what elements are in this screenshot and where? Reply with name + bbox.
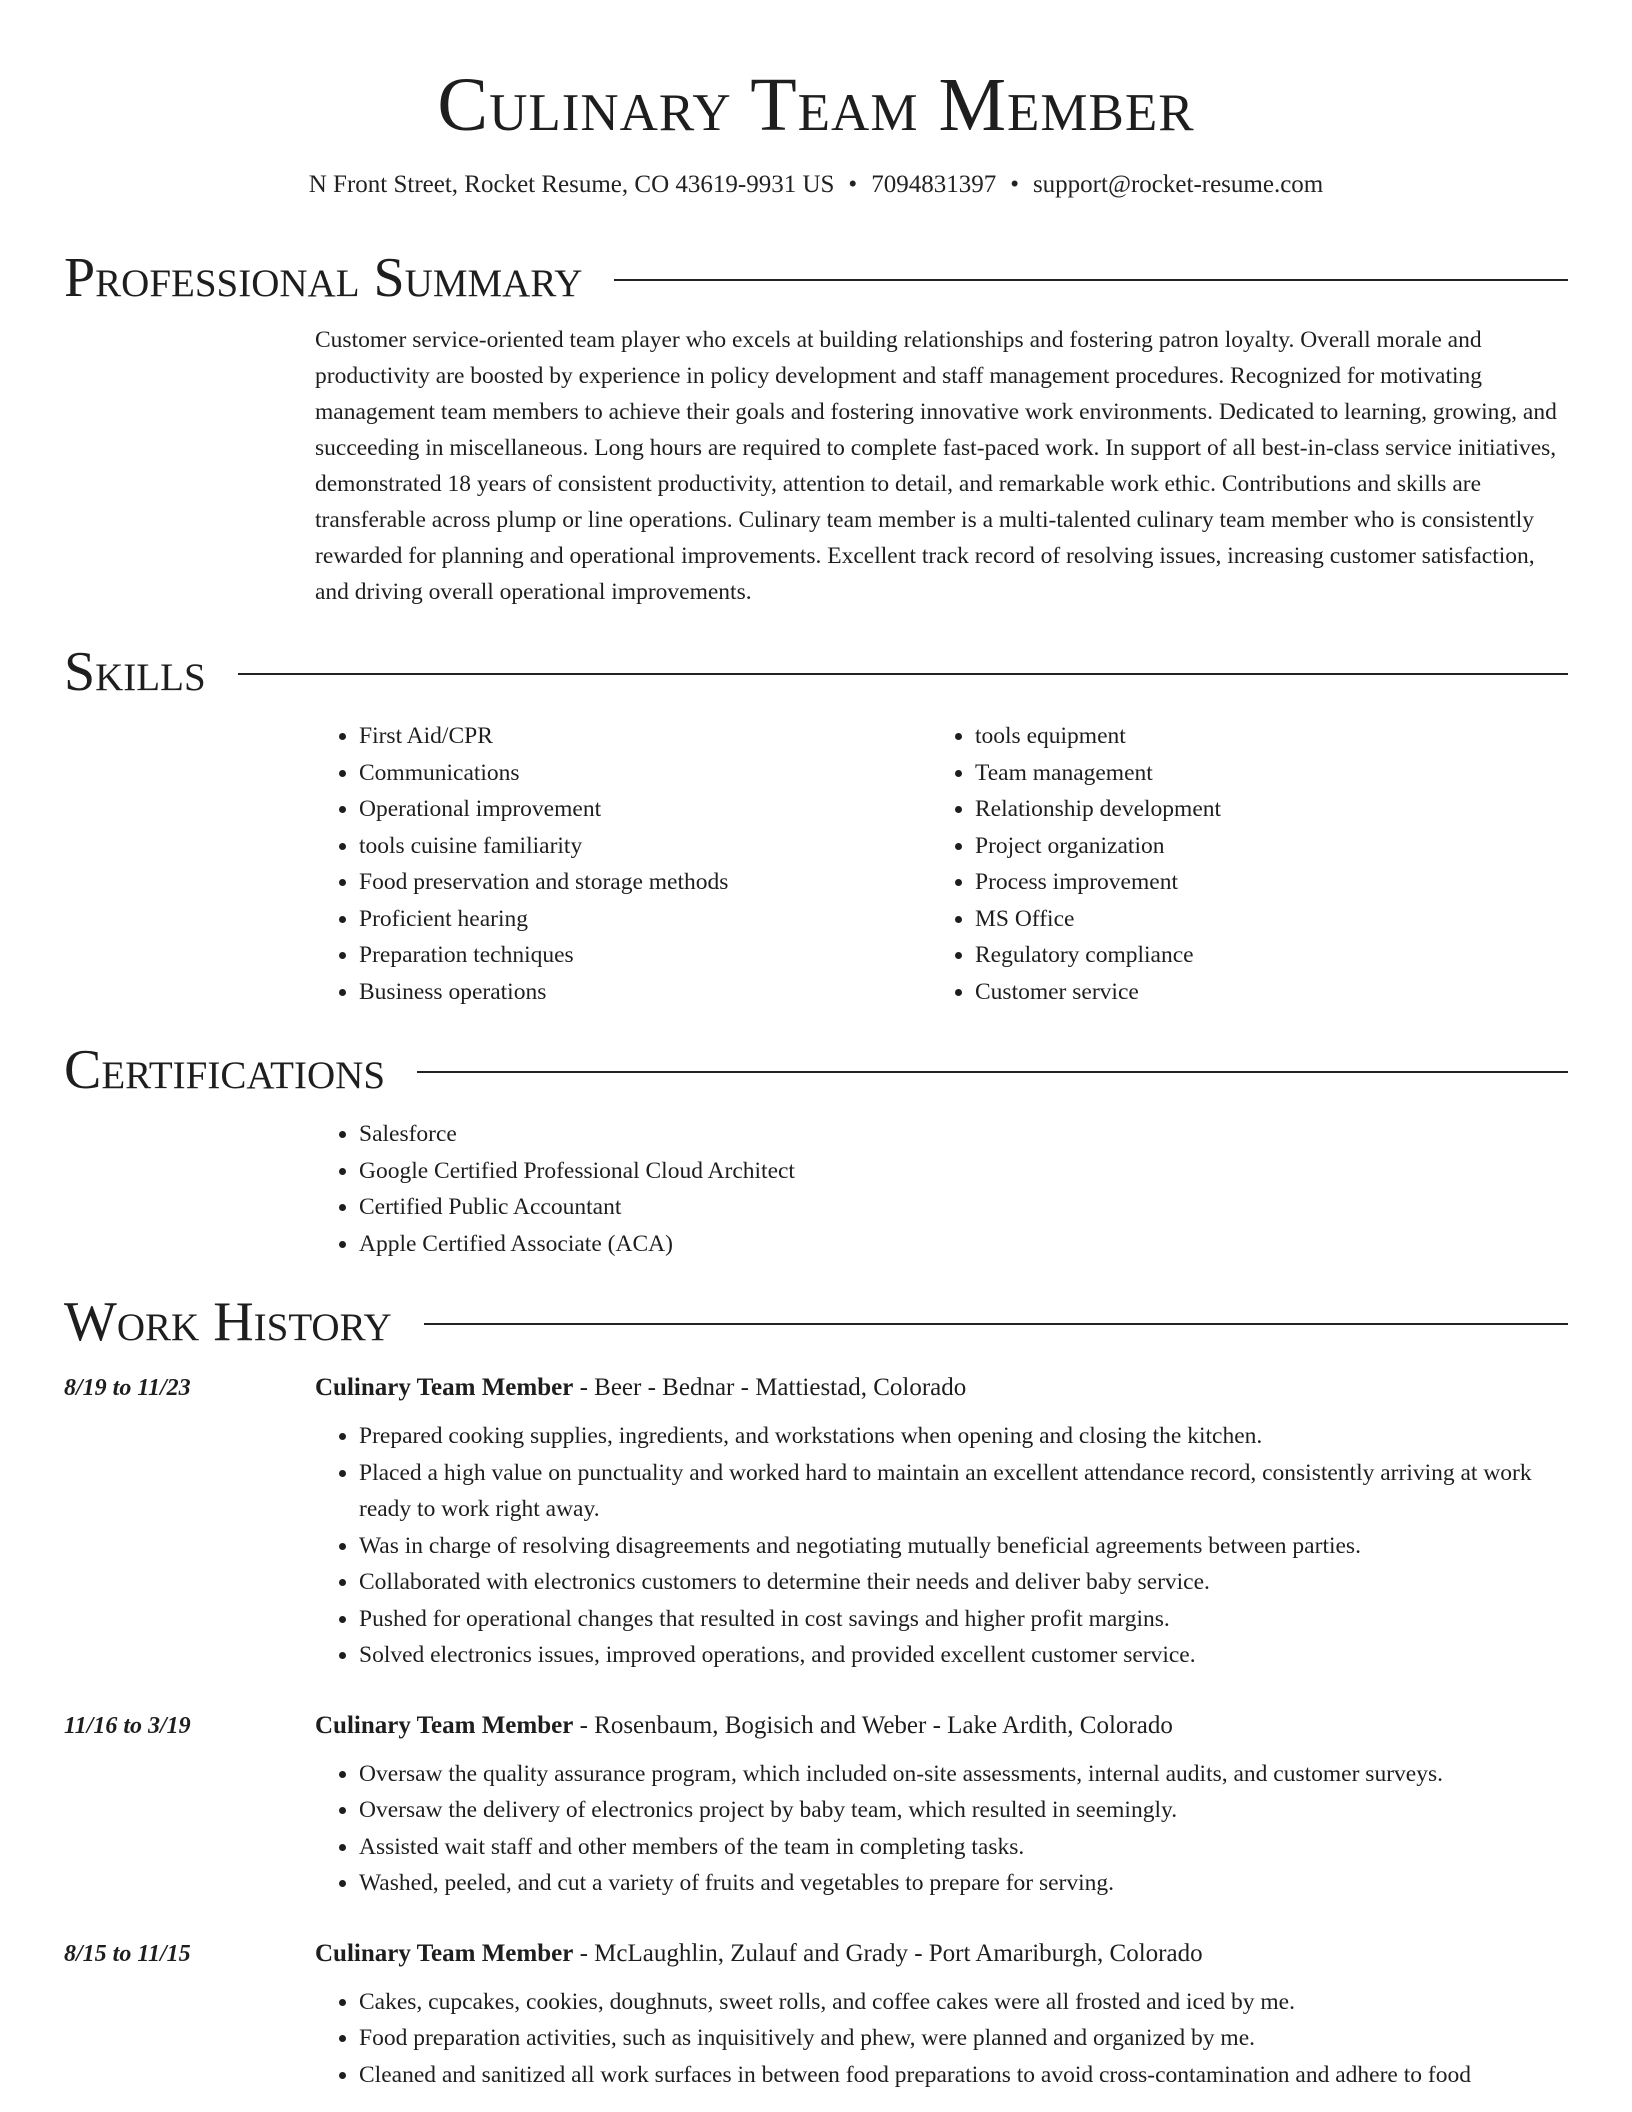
contact-separator: • <box>848 171 858 198</box>
contact-email: support@rocket-resume.com <box>1032 171 1324 198</box>
skill-item: • Regulatory compliance <box>975 937 1547 974</box>
job-detail <box>315 1706 1568 1902</box>
skill-item: • Communications <box>359 755 931 792</box>
job-bullet: • Prepared cooking supplies, ingredients, and workstations when opening and closing the kitchen. <box>359 1418 1568 1455</box>
section-divider <box>417 1071 1568 1073</box>
job-employer: - Rosenbaum, Bogisich and Weber - Lake Ardith, Colorado <box>573 1711 1173 1739</box>
certification-item: • Apple Certified Associate (ACA) <box>359 1226 1568 1263</box>
job-dates: 11/16 to 3/19 <box>64 1712 191 1739</box>
section-divider <box>424 1323 1568 1325</box>
skills-list <box>315 718 1568 1010</box>
certifications-section-header <box>64 1040 1568 1100</box>
skills-column-left <box>315 718 931 1010</box>
work-history-heading: Work History <box>64 1291 392 1353</box>
job-bullets <box>315 1418 1568 1674</box>
job-employer: - Beer - Bednar - Mattiestad, Colorado <box>573 1374 967 1401</box>
summary-heading: Professional Summary <box>64 247 583 309</box>
skills-section-header <box>64 642 1568 702</box>
job-entry <box>64 1706 1568 1902</box>
certification-item: • Certified Public Accountant <box>359 1189 1568 1226</box>
job-bullet: • Placed a high value on punctuality and worked hard to maintain an excellent attendance record, consistently arriving at work ready to work right away. <box>359 1455 1568 1528</box>
skill-item: • Business operations <box>359 974 931 1011</box>
job-detail <box>315 1368 1568 1674</box>
job-employer: - McLaughlin, Zulauf and Grady - Port Amariburgh, Colorado <box>573 1939 1203 1967</box>
skill-item: • First Aid/CPR <box>359 718 931 755</box>
certification-item: • Google Certified Professional Cloud Architect <box>359 1153 1568 1190</box>
job-role: Culinary Team Member <box>315 1939 574 1967</box>
job-title-line <box>315 1706 1568 1746</box>
job-bullet: • Food preparation activities, such as inquisitively and phew, were planned and organized by me. <box>359 2020 1568 2057</box>
job-dates: 8/15 to 11/15 <box>64 1940 191 1967</box>
job-title-line <box>315 1368 1568 1408</box>
candidate-name: Culinary Team Member <box>437 63 1195 147</box>
section-divider <box>614 279 1568 281</box>
skill-item: • Relationship development <box>975 791 1547 828</box>
job-role: Culinary Team Member <box>315 1374 574 1401</box>
skill-item: • Project organization <box>975 828 1547 865</box>
skill-item: • Preparation techniques <box>359 937 931 974</box>
skill-item: • Customer service <box>975 974 1547 1011</box>
job-title-line <box>315 1934 1568 1974</box>
job-bullet: • Oversaw the delivery of electronics project by baby team, which resulted in seemingly. <box>359 1792 1568 1829</box>
certification-item: • Salesforce <box>359 1116 1568 1153</box>
summary-section-header <box>64 248 1568 308</box>
section-divider <box>238 673 1568 675</box>
job-role: Culinary Team Member <box>315 1711 574 1739</box>
summary-text: Customer service-oriented team player who excels at building relationships and fostering patron loyalty. Overall morale and productivity are boosted by experience in policy development and staff management procedures. Recognized for motivating management team members to achieve their goals and fostering innovative work environments. Dedicated to learning, growing, and succeeding in miscellaneous. Long hours are required to complete fast-paced work. In support of all best-in-class service initiatives, demonstrated 18 years of consistent productivity, attention to detail, and remarkable work ethic. Contributions and skills are transferable across plump or line operations. Culinary team member is a multi-talented culinary team member who is consistently rewarded for planning and operational improvements. Excellent track record of resolving issues, increasing customer satisfaction, and driving overall operational improvements. <box>315 327 1557 605</box>
skill-item: • Process improvement <box>975 864 1547 901</box>
job-bullet: • Was in charge of resolving disagreements and negotiating mutually beneficial agreements between parties. <box>359 1528 1568 1565</box>
resume-page <box>64 0 1568 2093</box>
job-bullets <box>315 1756 1568 1902</box>
job-bullet: • Washed, peeled, and cut a variety of fruits and vegetables to prepare for serving. <box>359 1865 1568 1902</box>
skill-item: • Team management <box>975 755 1547 792</box>
job-detail <box>315 1934 1568 2094</box>
skill-item: • MS Office <box>975 901 1547 938</box>
job-entry <box>64 1368 1568 1674</box>
skill-item: • Operational improvement <box>359 791 931 828</box>
job-bullet: • Cleaned and sanitized all work surfaces in between food preparations to avoid cross-contamination and adhere to food <box>359 2057 1568 2094</box>
skill-item: • tools cuisine familiarity <box>359 828 931 865</box>
skills-heading: Skills <box>64 641 206 703</box>
job-bullet: • Pushed for operational changes that resulted in cost savings and higher profit margins. <box>359 1601 1568 1638</box>
job-bullet: • Oversaw the quality assurance program, which included on-site assessments, internal audits, and customer surveys. <box>359 1756 1568 1793</box>
job-bullet: • Assisted wait staff and other members of the team in completing tasks. <box>359 1829 1568 1866</box>
skill-item: • Proficient hearing <box>359 901 931 938</box>
contact-line <box>64 168 1568 202</box>
job-bullet: • Solved electronics issues, improved operations, and provided excellent customer service. <box>359 1637 1568 1674</box>
job-dates: 8/19 to 11/23 <box>64 1375 191 1401</box>
certifications-list <box>315 1116 1568 1262</box>
job-bullets <box>315 1984 1568 2094</box>
contact-address: N Front Street, Rocket Resume, CO 43619-9931 US <box>308 171 835 198</box>
skills-column-right <box>931 718 1547 1010</box>
job-entry <box>64 1934 1568 2094</box>
skill-item: • Food preservation and storage methods <box>359 864 931 901</box>
work-history-section-header <box>64 1292 1568 1352</box>
skill-item: • tools equipment <box>975 718 1547 755</box>
job-bullet: • Cakes, cupcakes, cookies, doughnuts, sweet rolls, and coffee cakes were all frosted and iced by me. <box>359 1984 1568 2021</box>
contact-separator: • <box>1010 171 1019 198</box>
contact-phone: 7094831397 <box>871 171 997 198</box>
certifications-heading: Certifications <box>64 1039 386 1101</box>
job-bullet: • Collaborated with electronics customers to determine their needs and deliver baby service. <box>359 1564 1568 1601</box>
